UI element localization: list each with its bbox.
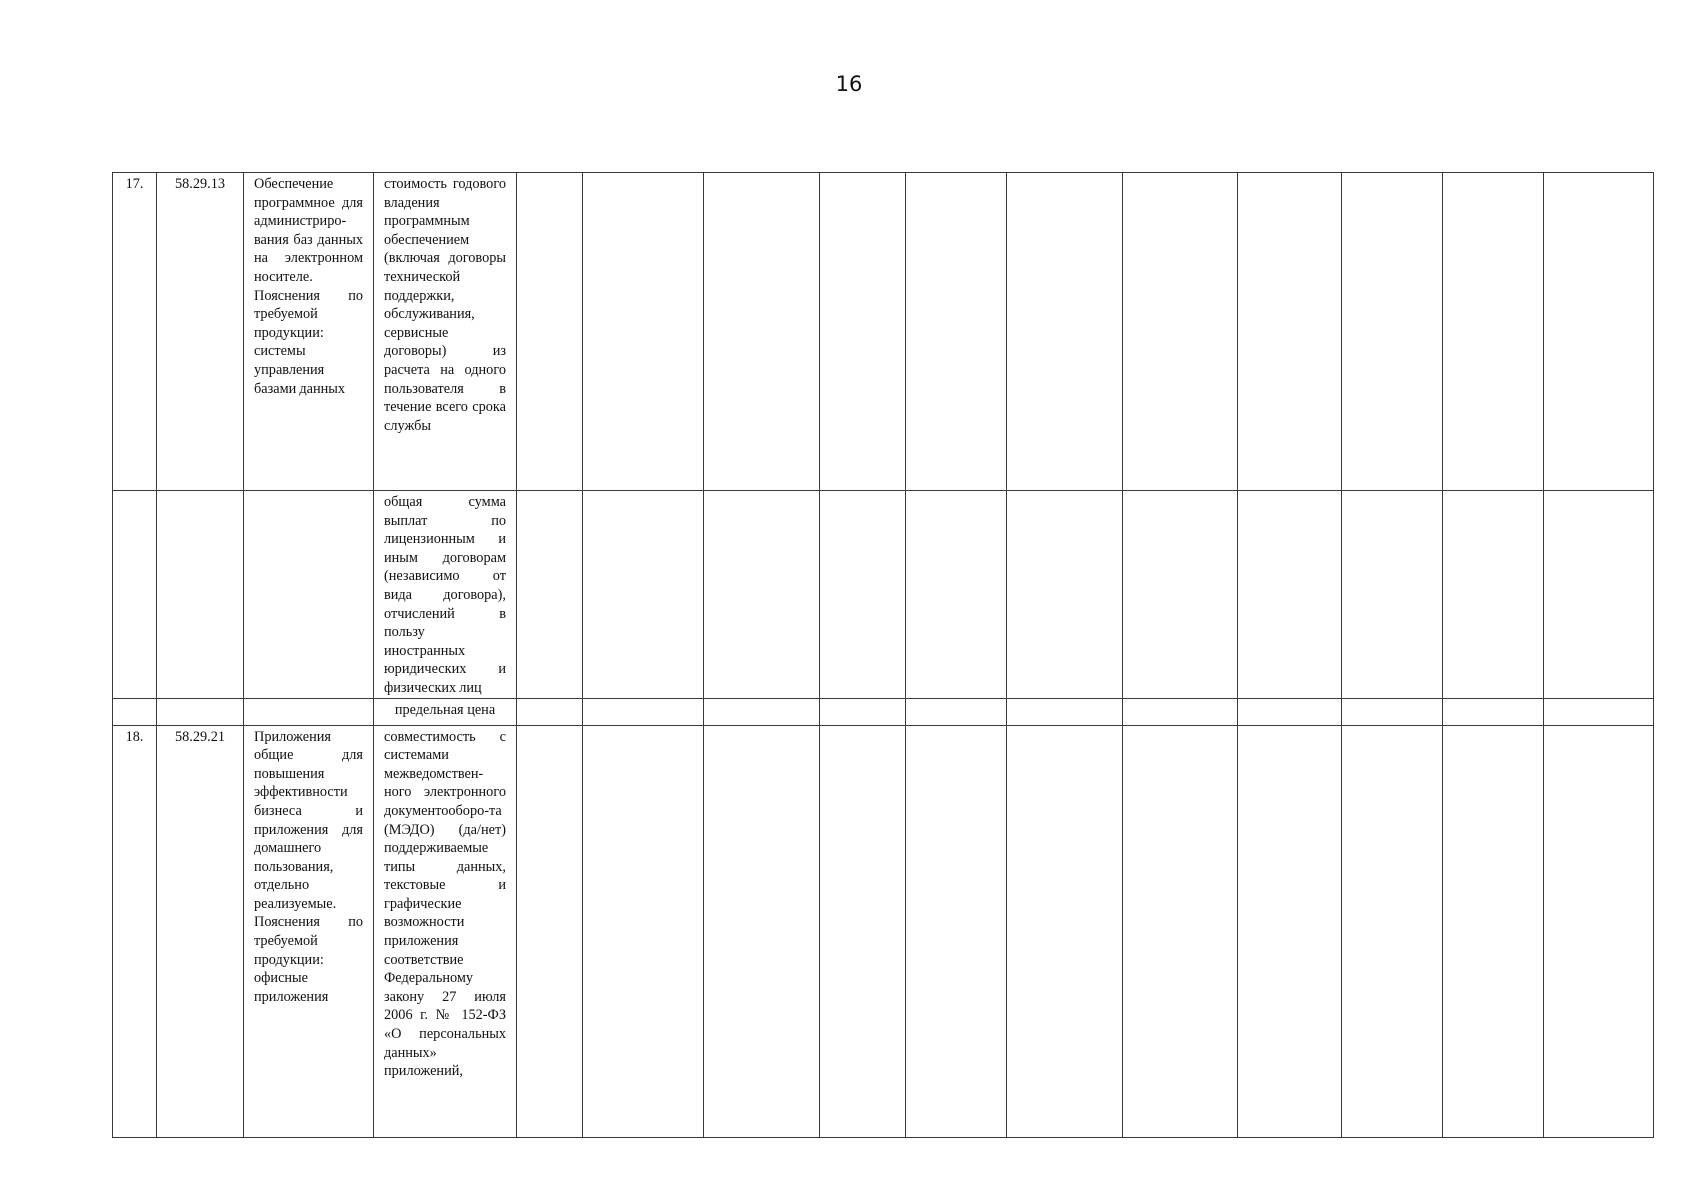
row-number: 17. bbox=[113, 173, 157, 491]
empty-cell bbox=[1544, 491, 1654, 699]
okpd-code: 58.29.21 bbox=[157, 725, 244, 1137]
empty-cell bbox=[906, 491, 1007, 699]
empty-cell bbox=[1443, 491, 1544, 699]
empty-cell bbox=[1007, 491, 1123, 699]
empty-cell bbox=[113, 698, 157, 725]
empty-cell bbox=[1007, 725, 1123, 1137]
empty-cell bbox=[1443, 725, 1544, 1137]
requirements-table bbox=[112, 172, 1654, 1138]
row-number: 18. bbox=[113, 725, 157, 1137]
empty-cell bbox=[1123, 698, 1238, 725]
empty-cell bbox=[244, 491, 374, 699]
empty-cell bbox=[1238, 725, 1342, 1137]
empty-cell bbox=[157, 491, 244, 699]
empty-cell bbox=[1123, 491, 1238, 699]
table-row bbox=[113, 491, 1654, 699]
empty-cell bbox=[820, 491, 906, 699]
empty-cell bbox=[704, 491, 820, 699]
empty-cell bbox=[1238, 491, 1342, 699]
empty-cell bbox=[1544, 698, 1654, 725]
product-name: Приложения общие для повышения эффективности бизнеса и приложения для домашнего пользования, отдельно реализуемые. Пояснения по требуемой продукции: офисные приложения bbox=[244, 725, 374, 1137]
empty-cell bbox=[704, 698, 820, 725]
empty-cell bbox=[906, 698, 1007, 725]
empty-cell bbox=[820, 698, 906, 725]
empty-cell bbox=[906, 725, 1007, 1137]
empty-cell bbox=[1544, 173, 1654, 491]
empty-cell bbox=[583, 173, 704, 491]
empty-cell bbox=[583, 698, 704, 725]
empty-cell bbox=[1342, 491, 1443, 699]
characteristic-cell: совместимость с системами межведомствен-ного электронного документооборо-та (МЭДО) (да/нет) поддерживаемые типы данных, текстовые и графические возможности приложения соответствие Федеральному закону 27 июля 2006 г. № 152-ФЗ «О персональных данных» приложений, bbox=[374, 725, 517, 1137]
empty-cell bbox=[1238, 698, 1342, 725]
product-name: Обеспечение программное для администриро-вания баз данных на электронном носителе. Пояснения по требуемой продукции: системы управления базами данных bbox=[244, 173, 374, 491]
empty-cell bbox=[1123, 725, 1238, 1137]
empty-cell bbox=[517, 698, 583, 725]
page-number: 16 bbox=[835, 72, 863, 96]
okpd-code: 58.29.13 bbox=[157, 173, 244, 491]
empty-cell bbox=[704, 725, 820, 1137]
empty-cell bbox=[704, 173, 820, 491]
empty-cell bbox=[1342, 173, 1443, 491]
empty-cell bbox=[1007, 698, 1123, 725]
empty-cell bbox=[583, 491, 704, 699]
empty-cell bbox=[517, 173, 583, 491]
empty-cell bbox=[157, 698, 244, 725]
empty-cell bbox=[820, 173, 906, 491]
empty-cell bbox=[1342, 698, 1443, 725]
empty-cell bbox=[1238, 173, 1342, 491]
empty-cell bbox=[517, 491, 583, 699]
characteristic-cell: предельная цена bbox=[374, 698, 517, 725]
characteristic-cell: стоимость годового владения программным обеспечением (включая договоры технической поддержки, обслуживания, сервисные договоры) из расчета на одного пользователя в течение всего срока службы bbox=[374, 173, 517, 491]
empty-cell bbox=[517, 725, 583, 1137]
empty-cell bbox=[906, 173, 1007, 491]
table-row bbox=[113, 173, 1654, 491]
empty-cell bbox=[583, 725, 704, 1137]
empty-cell bbox=[244, 698, 374, 725]
table-row bbox=[113, 698, 1654, 725]
empty-cell bbox=[1443, 173, 1544, 491]
empty-cell bbox=[1443, 698, 1544, 725]
empty-cell bbox=[1123, 173, 1238, 491]
empty-cell bbox=[1544, 725, 1654, 1137]
characteristic-cell: общая сумма выплат по лицензионным и иным договорам (независимо от вида договора), отчислений в пользу иностранных юридических и физических лиц bbox=[374, 491, 517, 699]
empty-cell bbox=[820, 725, 906, 1137]
empty-cell bbox=[113, 491, 157, 699]
empty-cell bbox=[1342, 725, 1443, 1137]
table-row bbox=[113, 725, 1654, 1137]
empty-cell bbox=[1007, 173, 1123, 491]
